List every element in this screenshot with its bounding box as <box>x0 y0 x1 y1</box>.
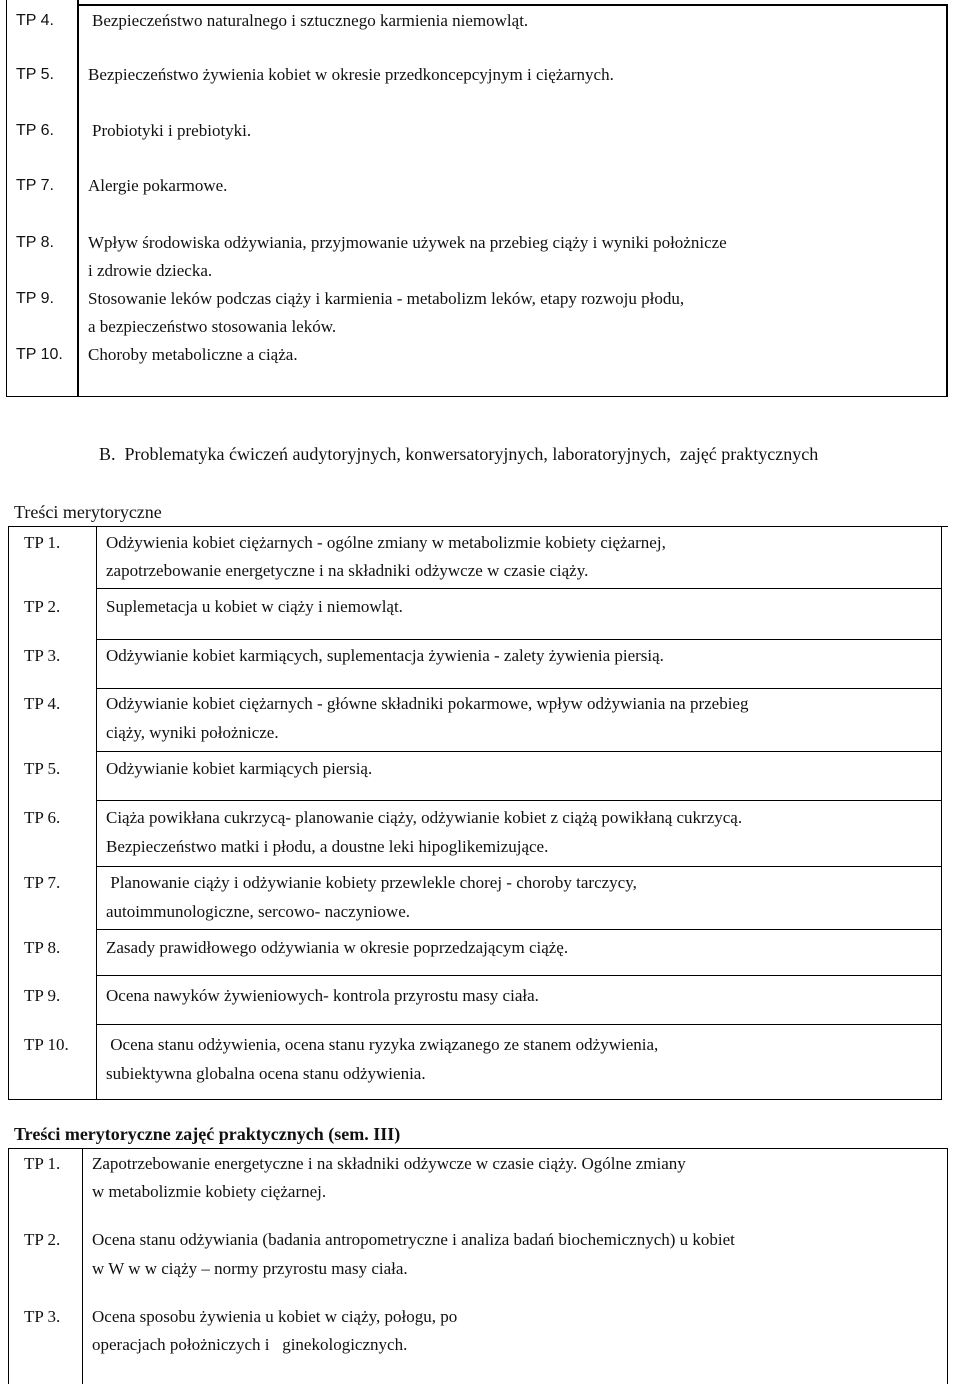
section-b-heading: B. Problematyka ćwiczeń audytoryjnych, konwersatoryjnych, laboratoryjnych, zajęć praktycznych <box>99 444 819 464</box>
table2-right-border <box>941 526 942 1100</box>
table1-text-cont: a bezpieczeństwo stosowania leków. <box>88 317 337 336</box>
row-separator <box>96 588 942 589</box>
table1-code: TP 8. <box>16 234 54 251</box>
row-separator <box>96 1024 942 1025</box>
table3-text-cont: w metabolizmie kobiety ciężarnej. <box>92 1182 327 1201</box>
table2-text: Suplemetacja u kobiet w ciąży i niemowląt. <box>106 597 403 616</box>
table1-text: Probiotyki i prebiotyki. <box>92 121 252 140</box>
table1-text: Bezpieczeństwo żywienia kobiet w okresie przedkoncepcyjnym i ciężarnych. <box>88 65 614 84</box>
table2-text-cont: ciąży, wyniki położnicze. <box>106 723 279 742</box>
table2-code: TP 2. <box>24 597 61 616</box>
table3-left-border <box>8 1148 9 1384</box>
table2-text: Ciąża powikłana cukrzycą- planowanie ciąży, odżywianie kobiet z ciążą powikłaną cukrzycą. <box>106 808 743 827</box>
table1-text: Bezpieczeństwo naturalnego i sztucznego karmienia niemowląt. <box>92 11 529 30</box>
table1-text: Alergie pokarmowe. <box>88 176 228 195</box>
table3-right-border <box>947 1148 948 1384</box>
table2-divider <box>96 526 97 1100</box>
table1-text: Choroby metaboliczne a ciąża. <box>88 345 298 364</box>
table2-text: Odżywianie kobiet karmiących, suplementacja żywienia - zalety żywienia piersią. <box>106 646 664 665</box>
table2-code: TP 6. <box>24 808 61 827</box>
table1-text: Wpływ środowiska odżywiania, przyjmowanie używek na przebieg ciąży i wyniki położnicze <box>88 233 727 252</box>
table1-code: TP 7. <box>16 177 54 194</box>
table3-code: TP 2. <box>24 1230 61 1249</box>
table2-left-border <box>8 526 9 1100</box>
table1-code: TP 9. <box>16 290 54 307</box>
table2-text: Planowanie ciąży i odżywianie kobiety przewlekle chorej - choroby tarczycy, <box>106 873 637 892</box>
table2-text: Zasady prawidłowego odżywiania w okresie poprzedzającym ciążę. <box>106 938 569 957</box>
table1-bottom-border <box>6 396 948 397</box>
row-separator <box>96 800 942 801</box>
table2-text-cont: autoimmunologiczne, sercowo- naczyniowe. <box>106 902 411 921</box>
table2-code: TP 5. <box>24 759 61 778</box>
row-separator <box>96 975 942 976</box>
table1-code: TP 10. <box>16 346 63 363</box>
table2-text: Odżywianie kobiet karmiących piersią. <box>106 759 373 778</box>
row-separator <box>96 751 942 752</box>
table1-divider <box>77 0 79 397</box>
table1-code: TP 6. <box>16 122 54 139</box>
table1-code: TP 5. <box>16 66 54 83</box>
row-separator <box>96 929 942 930</box>
table2-code: TP 10. <box>24 1035 69 1054</box>
table3-divider <box>82 1148 83 1384</box>
table3-text-cont: w W w w ciąży – normy przyrostu masy ciała. <box>92 1259 408 1278</box>
table2-text-cont: subiektywna globalna ocena stanu odżywienia. <box>106 1064 426 1083</box>
table2-top-border <box>8 526 948 527</box>
table3-code: TP 1. <box>24 1154 61 1173</box>
table3-title: Treści merytoryczne zajęć praktycznych (sem. III) <box>14 1124 401 1144</box>
table3-text: Ocena stanu odżywiania (badania antropometryczne i analiza badań biochemicznych) u kobiet <box>92 1230 735 1249</box>
table3-code: TP 3. <box>24 1307 61 1326</box>
table3-text: Ocena sposobu żywienia u kobiet w ciąży, połogu, po <box>92 1307 458 1326</box>
table2-text: Ocena stanu odżywienia, ocena stanu ryzyka związanego ze stanem odżywienia, <box>106 1035 659 1054</box>
table2-code: TP 8. <box>24 938 61 957</box>
row-separator <box>96 639 942 640</box>
table3-text-cont: operacjach położniczych i ginekologicznych. <box>92 1335 408 1354</box>
table2-text: Odżywienia kobiet ciężarnych - ogólne zmiany w metabolizmie kobiety ciężarnej, <box>106 533 666 552</box>
table2-text: Odżywianie kobiet ciężarnych - główne składniki pokarmowe, wpływ odżywiania na przebieg <box>106 694 749 713</box>
table3-text: Zapotrzebowanie energetyczne i na składniki odżywcze w czasie ciąży. Ogólne zmiany <box>92 1154 686 1173</box>
table2-code: TP 3. <box>24 646 61 665</box>
table2-code: TP 7. <box>24 873 61 892</box>
table2-code: TP 9. <box>24 986 61 1005</box>
row-separator <box>96 866 942 867</box>
table1-text: Stosowanie leków podczas ciąży i karmienia - metabolizm leków, etapy rozwoju płodu, <box>88 289 685 308</box>
table2-bottom-border <box>8 1099 942 1100</box>
table2-text-cont: zapotrzebowanie energetyczne i na składniki odżywcze w czasie ciąży. <box>106 561 589 580</box>
table2-code: TP 1. <box>24 533 61 552</box>
table1-right-border <box>946 4 948 397</box>
table2-code: TP 4. <box>24 694 61 713</box>
table2-title: Treści merytoryczne <box>14 502 162 522</box>
table1-left-border <box>6 0 7 397</box>
table1-text-cont: i zdrowie dziecka. <box>88 261 213 280</box>
table1-code: TP 4. <box>16 12 54 29</box>
table2-text-cont: Bezpieczeństwo matki i płodu, a doustne leki hipoglikemizujące. <box>106 837 549 856</box>
table2-text: Ocena nawyków żywieniowych- kontrola przyrostu masy ciała. <box>106 986 539 1005</box>
